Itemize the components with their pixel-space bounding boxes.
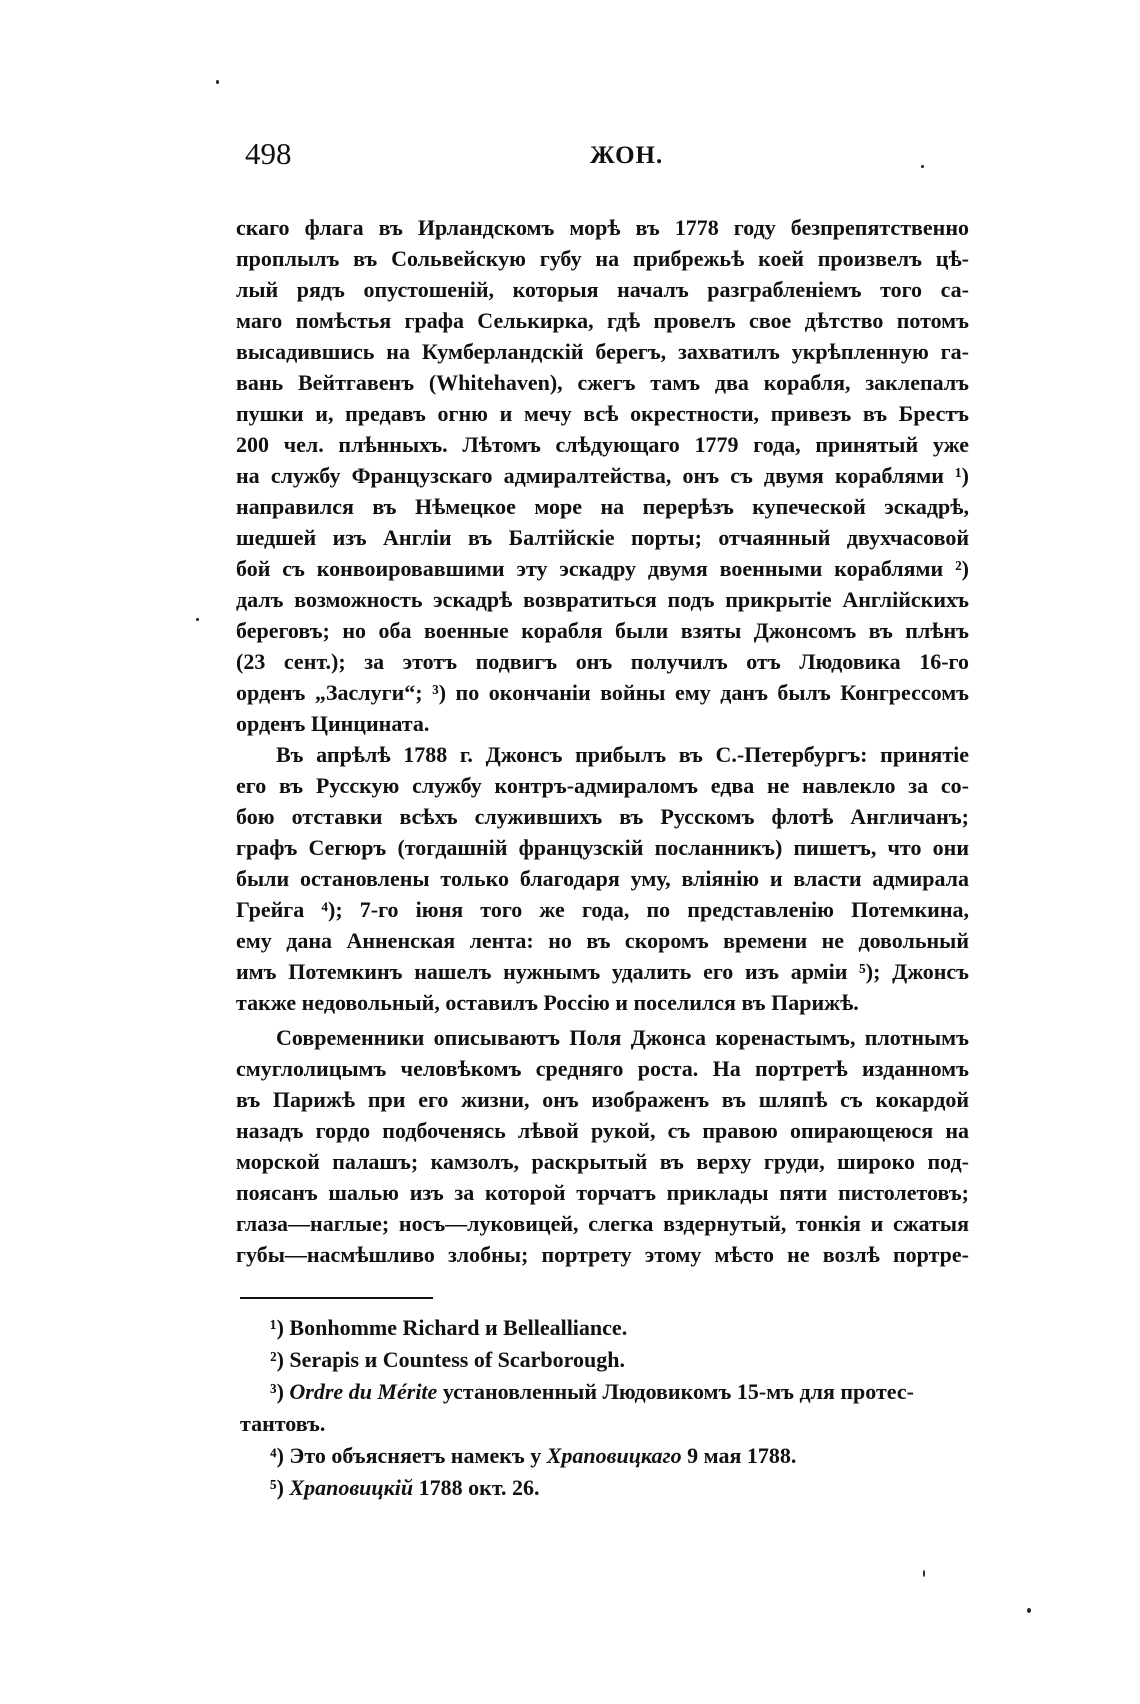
footnote-italic: Храповицкаго [546, 1443, 682, 1468]
text-line: Грейга ⁴); 7-го іюня того же года, по представленію Потемкина, [236, 897, 969, 922]
scan-speck [216, 80, 219, 84]
footnote-text: 9 мая 1788. [681, 1443, 797, 1468]
text-line: бою отставки всѣхъ служившихъ въ Русскомъ флотѣ Англичанъ; [236, 804, 969, 829]
footnote-marker: ³) [270, 1379, 284, 1404]
text-line: высадившись на Кумберландскій берегъ, захватилъ укрѣпленную га- [236, 339, 969, 364]
text-line: шедшей изъ Англіи въ Балтійскіе порты; отчаянный двухчасовой [236, 525, 969, 550]
text-line: проплылъ въ Сольвейскую губу на прибрежьѣ коей произвелъ цѣ- [236, 246, 969, 271]
text-line: смуглолицымъ человѣкомъ средняго роста. На портретѣ изданномъ [236, 1056, 969, 1081]
text-line: Современники описываютъ Поля Джонса коренастымъ, плотнымъ [276, 1025, 969, 1050]
text-line: орденъ „Заслуги“; ³) по окончаніи войны ему данъ былъ Конгрессомъ [236, 680, 969, 705]
text-line: поясанъ шалью изъ за которой торчатъ приклады пяти пистолетовъ; [236, 1180, 969, 1205]
footnote-3-continuation: тантовъ. [240, 1411, 326, 1436]
scan-speck [923, 1570, 925, 1577]
text-line: въ Парижѣ при его жизни, онъ изображенъ въ шляпѣ съ кокардой [236, 1087, 969, 1112]
footnotes [240, 1312, 970, 1504]
text-line: губы—насмѣшливо злобны; портрету этому мѣсто не возлѣ портре- [236, 1242, 969, 1267]
paragraph-2 [236, 739, 969, 1018]
text-line: назадъ гордо подбоченясь лѣвой рукой, съ правою опирающеюся на [236, 1118, 969, 1143]
text-line: на службу Французскаго адмиралтейства, онъ съ двумя кораблями ¹) [236, 463, 969, 488]
running-head: ЖОН. [590, 142, 664, 169]
text-line: 200 чел. плѣнныхъ. Лѣтомъ слѣдующаго 1779 года, принятый уже [236, 432, 969, 457]
text-line: бой съ конвоировавшими эту эскадру двумя военными кораблями ²) [236, 556, 969, 581]
text-line: береговъ; но оба военные корабля были взяты Джонсомъ въ плѣнъ [236, 618, 969, 643]
text-line: вань Вейтгавенъ (Whitehaven), сжегъ тамъ два корабля, заклепалъ [236, 370, 969, 395]
footnote-text: ⁴) Это объясняетъ намекъ у [270, 1443, 547, 1468]
text-line: его въ Русскую службу контръ-адмираломъ едва не навлекло за со- [236, 773, 969, 798]
text-line: графъ Сегюръ (тогдашній французскій посланникъ) пишетъ, что они [236, 835, 969, 860]
footnote-text: установленный Людовикомъ 15-мъ для протес- [437, 1379, 914, 1404]
text-line: скаго флага въ Ирландскомъ морѣ въ 1778 году безпрепятственно [236, 215, 969, 240]
footnote-italic: Ordre du Mérite [289, 1379, 438, 1404]
text-line: лый рядъ опустошеній, которыя началъ разграбленіемъ того са- [236, 277, 969, 302]
footnote-3 [240, 1376, 970, 1408]
text-line: орденъ Цинцината. [236, 711, 430, 736]
text-line: направился въ Нѣмецкое море на перерѣзъ купеческой эскадрѣ, [236, 494, 969, 519]
footnote-4 [240, 1440, 970, 1472]
text-line: далъ возможность эскадрѣ возвратиться подъ прикрытіе Англійскихъ [236, 587, 969, 612]
text-line: (23 сент.); за этотъ подвигъ онъ получилъ отъ Людовика 16-го [236, 649, 969, 674]
body-text [236, 212, 969, 1270]
footnote-5 [240, 1472, 970, 1504]
footnote-marker: ⁵) [270, 1475, 284, 1500]
page-header [245, 136, 965, 176]
scan-speck [196, 618, 199, 621]
text-line: пушки и, предавъ огню и мечу всѣ окрестности, привезъ въ Брестъ [236, 401, 969, 426]
footnote-2: ²) Serapis и Countess of Scarborough. [270, 1347, 626, 1372]
text-line: были остановлены только благодаря уму, вліянію и власти адмирала [236, 866, 969, 891]
footnote-1: ¹) Bonhomme Richard и Bellealliance. [270, 1315, 628, 1340]
scan-speck [921, 165, 924, 168]
paragraph-3 [236, 1022, 969, 1270]
text-line: Въ апрѣлѣ 1788 г. Джонсъ прибылъ въ С.-Петербургъ: принятіе [276, 742, 969, 767]
text-line: морской палашъ; камзолъ, раскрытый въ верху груди, широко под- [236, 1149, 969, 1174]
text-line: глаза—наглые; носъ—луковицей, слегка вздернутый, тонкія и сжатыя [236, 1211, 969, 1236]
scan-speck [1027, 1608, 1031, 1613]
footnote-italic: Храповицкій [289, 1475, 414, 1500]
text-line: маго помѣстья графа Селькирка, гдѣ провелъ свое дѣтство потомъ [236, 308, 969, 333]
footnote-text: 1788 окт. 26. [413, 1475, 540, 1500]
paragraph-1 [236, 212, 969, 739]
footnote-divider [240, 1297, 433, 1299]
text-line: имъ Потемкинъ нашелъ нужнымъ удалить его изъ арміи ⁵); Джонсъ [236, 959, 969, 984]
text-line: также недовольный, оставилъ Россію и поселился въ Парижѣ. [236, 990, 859, 1015]
text-line: ему дана Анненская лента: но въ скоромъ времени не довольный [236, 928, 969, 953]
page-number: 498 [245, 136, 292, 171]
